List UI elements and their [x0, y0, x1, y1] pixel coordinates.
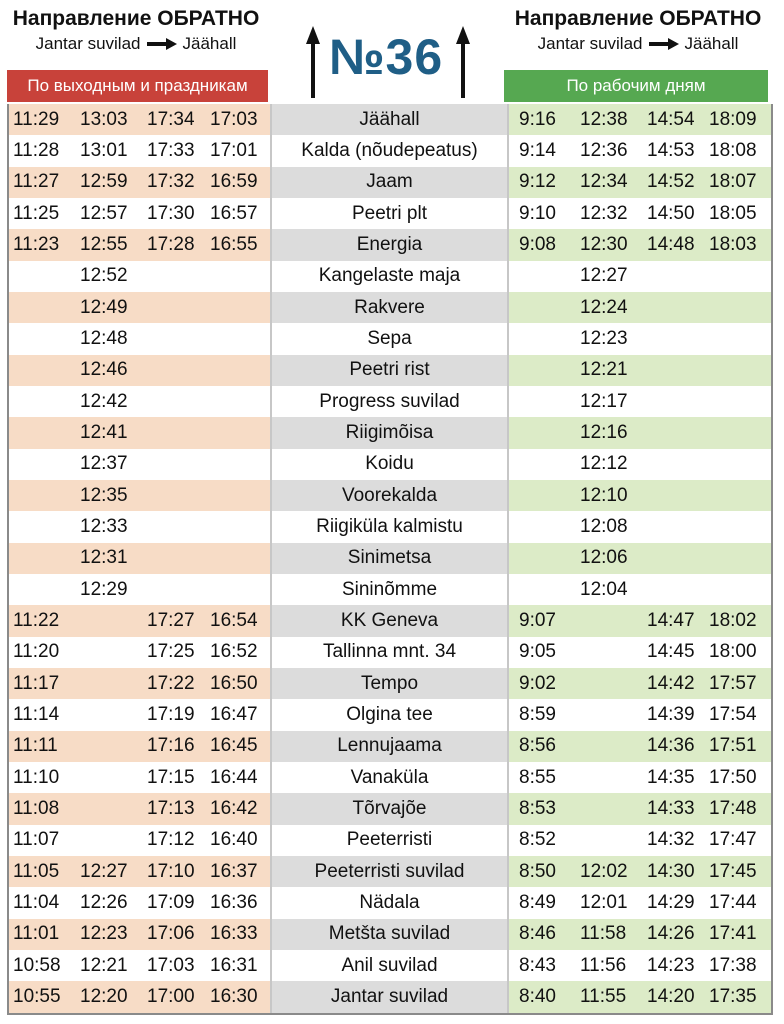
arrow-up-icon — [456, 26, 470, 98]
weekday-time: 9:02 — [519, 672, 556, 694]
weekend-time: 17:03 — [210, 108, 258, 130]
timetable-row — [9, 292, 771, 323]
weekend-time: 16:50 — [210, 672, 258, 694]
weekend-time: 11:23 — [13, 233, 60, 255]
weekend-times — [9, 919, 270, 950]
timetable-row — [9, 825, 771, 856]
timetable-row — [9, 229, 771, 260]
timetable-row — [9, 386, 771, 417]
stop-name: Kangelaste maja — [272, 261, 507, 292]
weekday-time: 14:20 — [647, 985, 695, 1007]
weekend-time: 11:14 — [13, 703, 60, 725]
weekend-time: 16:45 — [210, 735, 258, 757]
weekday-times — [509, 417, 771, 448]
weekday-time: 14:50 — [647, 202, 695, 224]
weekend-time: 12:52 — [80, 265, 128, 287]
stop-name: Vanaküla — [272, 762, 507, 793]
weekend-time: 17:06 — [147, 923, 195, 945]
timetable-row — [9, 449, 771, 480]
weekend-time: 16:30 — [210, 985, 258, 1007]
weekend-time: 17:15 — [147, 766, 195, 788]
direction-route — [4, 32, 268, 56]
weekday-time: 8:49 — [519, 891, 556, 913]
weekday-time: 12:27 — [580, 265, 628, 287]
stop-name: Riigiküla kalmistu — [272, 511, 507, 542]
weekday-times — [509, 167, 771, 198]
weekend-time: 17:22 — [147, 672, 195, 694]
weekend-times — [9, 793, 270, 824]
weekday-time: 14:54 — [647, 108, 695, 130]
stop-name: Sininõmme — [272, 574, 507, 605]
weekend-time: 12:27 — [80, 860, 128, 882]
weekend-time: 11:28 — [13, 139, 60, 161]
weekend-time: 13:03 — [80, 108, 128, 130]
timetable-row — [9, 167, 771, 198]
weekday-time: 12:34 — [580, 171, 628, 193]
weekend-time: 13:01 — [80, 139, 128, 161]
weekday-time: 14:30 — [647, 860, 695, 882]
weekend-time: 17:16 — [147, 735, 195, 757]
weekend-time: 16:55 — [210, 233, 258, 255]
weekday-time: 14:23 — [647, 954, 695, 976]
weekday-time: 12:24 — [580, 296, 628, 318]
direction-to: Jäähall — [182, 34, 237, 53]
stop-name: Lennujaama — [272, 731, 507, 762]
weekday-times — [509, 637, 771, 668]
weekend-time: 12:41 — [80, 421, 128, 443]
direction-from: Jantar suvilad — [35, 34, 141, 53]
weekend-time: 16:37 — [210, 860, 258, 882]
weekend-time: 12:46 — [80, 359, 128, 381]
weekday-time: 14:42 — [647, 672, 695, 694]
weekday-times — [509, 699, 771, 730]
weekday-time: 17:41 — [709, 923, 757, 945]
weekday-times — [509, 762, 771, 793]
weekday-time: 14:45 — [647, 641, 695, 663]
route-number-block — [270, 10, 502, 98]
weekday-time: 9:12 — [519, 171, 556, 193]
weekday-time: 17:54 — [709, 703, 757, 725]
weekday-time: 8:55 — [519, 766, 556, 788]
weekday-time: 11:55 — [580, 985, 627, 1007]
timetable-row — [9, 543, 771, 574]
weekday-time: 8:56 — [519, 735, 556, 757]
direction-route — [502, 32, 774, 56]
weekday-time: 8:52 — [519, 829, 556, 851]
timetable-row — [9, 605, 771, 636]
stop-name: Peetri rist — [272, 355, 507, 386]
weekend-times — [9, 981, 270, 1012]
weekday-time: 9:16 — [519, 108, 556, 130]
weekend-times — [9, 511, 270, 542]
weekend-time: 17:12 — [147, 829, 195, 851]
weekday-times — [509, 919, 771, 950]
stop-name: Jaam — [272, 167, 507, 198]
weekday-time: 18:09 — [709, 108, 757, 130]
weekend-times — [9, 198, 270, 229]
weekday-time: 18:05 — [709, 202, 757, 224]
weekday-times — [509, 261, 771, 292]
direction-to: Jäähall — [684, 34, 739, 53]
stop-name: Peeterristi — [272, 825, 507, 856]
weekend-times — [9, 637, 270, 668]
weekday-time: 17:35 — [709, 985, 757, 1007]
weekday-times — [509, 981, 771, 1012]
timetable-row — [9, 511, 771, 542]
weekend-time: 17:30 — [147, 202, 195, 224]
weekend-time: 12:59 — [80, 171, 128, 193]
weekend-times — [9, 355, 270, 386]
weekday-time: 12:06 — [580, 547, 628, 569]
weekday-times — [509, 292, 771, 323]
weekday-time: 18:07 — [709, 171, 757, 193]
weekend-times — [9, 135, 270, 166]
direction-from: Jantar suvilad — [537, 34, 643, 53]
weekend-time: 12:29 — [80, 578, 128, 600]
weekday-time: 9:14 — [519, 139, 556, 161]
weekday-time: 12:30 — [580, 233, 628, 255]
weekend-time: 12:55 — [80, 233, 128, 255]
weekend-times — [9, 323, 270, 354]
weekday-time: 17:51 — [709, 735, 757, 757]
direction-header-right — [502, 6, 774, 56]
weekend-times — [9, 668, 270, 699]
weekend-time: 11:20 — [13, 641, 60, 663]
weekday-time: 14:47 — [647, 609, 695, 631]
weekend-time: 16:44 — [210, 766, 258, 788]
arrow-right-icon — [147, 38, 177, 50]
direction-title: Направление ОБРАТНО — [12, 7, 260, 30]
weekend-times — [9, 762, 270, 793]
timetable-row — [9, 261, 771, 292]
weekday-times — [509, 511, 771, 542]
weekend-times — [9, 229, 270, 260]
weekend-time: 17:27 — [147, 609, 195, 631]
stop-name: Progress suvilad — [272, 386, 507, 417]
weekend-times — [9, 699, 270, 730]
weekday-banner: По рабочим дням — [504, 70, 768, 102]
weekday-time: 17:45 — [709, 860, 757, 882]
weekday-time: 17:57 — [709, 672, 757, 694]
weekend-time: 12:33 — [80, 515, 128, 537]
timetable-row — [9, 793, 771, 824]
weekend-time: 11:10 — [13, 766, 60, 788]
weekend-times — [9, 104, 270, 135]
weekend-times — [9, 480, 270, 511]
weekend-time: 11:22 — [13, 609, 60, 631]
weekend-time: 12:42 — [80, 390, 128, 412]
stop-name: Peetri plt — [272, 198, 507, 229]
stop-name: Riigimõisa — [272, 417, 507, 448]
weekend-times — [9, 825, 270, 856]
weekday-times — [509, 793, 771, 824]
weekday-time: 18:08 — [709, 139, 757, 161]
weekend-time: 11:08 — [13, 797, 60, 819]
weekend-time: 16:36 — [210, 891, 258, 913]
timetable-row — [9, 731, 771, 762]
timetable-row — [9, 668, 771, 699]
weekday-times — [509, 135, 771, 166]
weekday-time: 9:10 — [519, 202, 556, 224]
weekday-time: 8:46 — [519, 923, 556, 945]
weekday-time: 11:58 — [580, 923, 627, 945]
weekday-times — [509, 355, 771, 386]
stop-name: Jantar suvilad — [272, 981, 507, 1012]
weekday-times — [509, 480, 771, 511]
timetable-row — [9, 198, 771, 229]
weekend-time: 16:54 — [210, 609, 258, 631]
timetable-row — [9, 355, 771, 386]
weekend-time: 16:47 — [210, 703, 258, 725]
route-number: №36 — [328, 29, 444, 85]
direction-title: Направление ОБРАТНО — [514, 7, 762, 30]
weekend-time: 12:20 — [80, 985, 128, 1007]
weekend-time: 17:25 — [147, 641, 195, 663]
weekday-times — [509, 731, 771, 762]
stop-name: Olgina tee — [272, 699, 507, 730]
weekend-time: 11:25 — [13, 202, 60, 224]
weekday-time: 12:10 — [580, 484, 628, 506]
weekday-time: 12:12 — [580, 453, 628, 475]
weekday-time: 8:40 — [519, 985, 556, 1007]
weekend-times — [9, 543, 270, 574]
weekday-times — [509, 198, 771, 229]
weekend-time: 12:26 — [80, 891, 128, 913]
weekday-times — [509, 323, 771, 354]
timetable-row — [9, 135, 771, 166]
weekday-time: 8:43 — [519, 954, 556, 976]
weekday-time: 14:48 — [647, 233, 695, 255]
stop-name: Anil suvilad — [272, 950, 507, 981]
weekend-time: 12:31 — [80, 547, 128, 569]
weekday-time: 8:50 — [519, 860, 556, 882]
weekend-time: 10:55 — [13, 985, 61, 1007]
weekday-time: 14:39 — [647, 703, 695, 725]
timetable-row — [9, 762, 771, 793]
weekend-time: 11:17 — [13, 672, 60, 694]
stop-name: KK Geneva — [272, 605, 507, 636]
weekend-time: 16:57 — [210, 202, 258, 224]
weekend-times — [9, 887, 270, 918]
weekday-time: 12:38 — [580, 108, 628, 130]
weekday-time: 12:23 — [580, 327, 628, 349]
weekday-time: 14:26 — [647, 923, 695, 945]
weekend-times — [9, 417, 270, 448]
weekend-times — [9, 856, 270, 887]
weekday-time: 12:16 — [580, 421, 628, 443]
weekday-times — [509, 574, 771, 605]
weekday-time: 12:01 — [580, 891, 628, 913]
weekday-time: 12:02 — [580, 860, 628, 882]
weekend-time: 12:23 — [80, 923, 128, 945]
timetable-row — [9, 856, 771, 887]
timetable-row — [9, 919, 771, 950]
weekend-time: 16:40 — [210, 829, 258, 851]
weekday-time: 14:32 — [647, 829, 695, 851]
weekend-times — [9, 605, 270, 636]
weekday-time: 17:50 — [709, 766, 757, 788]
timetable-row — [9, 323, 771, 354]
weekday-time: 17:48 — [709, 797, 757, 819]
timetable-row — [9, 950, 771, 981]
weekday-time: 17:44 — [709, 891, 757, 913]
timetable-row — [9, 417, 771, 448]
stop-name: Voorekalda — [272, 480, 507, 511]
stop-name: Kalda (nõudepeatus) — [272, 135, 507, 166]
stop-name: Peeterristi suvilad — [272, 856, 507, 887]
weekday-time: 14:29 — [647, 891, 695, 913]
weekend-time: 17:34 — [147, 108, 195, 130]
weekday-time: 14:53 — [647, 139, 695, 161]
weekend-times — [9, 167, 270, 198]
weekend-banner: По выходным и праздникам — [7, 70, 268, 102]
stop-name: Nädala — [272, 887, 507, 918]
weekend-times — [9, 386, 270, 417]
direction-header-left — [4, 6, 268, 56]
weekday-times — [509, 950, 771, 981]
weekend-time: 12:48 — [80, 327, 128, 349]
weekday-time: 12:21 — [580, 359, 628, 381]
weekend-times — [9, 449, 270, 480]
arrow-right-icon — [649, 38, 679, 50]
weekday-time: 18:03 — [709, 233, 757, 255]
weekend-time: 17:19 — [147, 703, 195, 725]
weekday-time: 14:36 — [647, 735, 695, 757]
weekday-times — [509, 887, 771, 918]
stop-name: Tallinna mnt. 34 — [272, 637, 507, 668]
weekday-times — [509, 605, 771, 636]
stop-name: Sepa — [272, 323, 507, 354]
weekend-time: 16:42 — [210, 797, 258, 819]
weekday-time: 11:56 — [580, 954, 627, 976]
stop-name: Rakvere — [272, 292, 507, 323]
timetable-row — [9, 574, 771, 605]
timetable — [7, 104, 773, 1015]
weekend-times — [9, 292, 270, 323]
weekend-time: 17:03 — [147, 954, 195, 976]
timetable-row — [9, 637, 771, 668]
weekday-time: 12:36 — [580, 139, 628, 161]
weekday-time: 9:08 — [519, 233, 556, 255]
weekday-times — [509, 449, 771, 480]
weekend-times — [9, 731, 270, 762]
weekend-time: 11:07 — [13, 829, 60, 851]
weekday-times — [509, 543, 771, 574]
timetable-row — [9, 480, 771, 511]
weekend-time: 16:31 — [210, 954, 258, 976]
weekday-time: 17:47 — [709, 829, 757, 851]
weekend-time: 11:05 — [13, 860, 60, 882]
weekend-time: 17:13 — [147, 797, 195, 819]
weekend-time: 12:57 — [80, 202, 128, 224]
timetable-row — [9, 699, 771, 730]
weekday-time: 9:07 — [519, 609, 556, 631]
stop-name: Sinimetsa — [272, 543, 507, 574]
weekday-time: 17:38 — [709, 954, 757, 976]
weekend-times — [9, 261, 270, 292]
weekend-time: 11:01 — [13, 923, 60, 945]
stop-name: Tõrvajõe — [272, 793, 507, 824]
weekday-time: 14:33 — [647, 797, 695, 819]
stop-name: Metšta suvilad — [272, 919, 507, 950]
weekend-time: 16:52 — [210, 641, 258, 663]
weekday-time: 8:53 — [519, 797, 556, 819]
weekend-time: 12:37 — [80, 453, 128, 475]
weekday-time: 12:17 — [580, 390, 628, 412]
weekday-times — [509, 668, 771, 699]
weekend-times — [9, 574, 270, 605]
weekday-time: 8:59 — [519, 703, 556, 725]
weekend-time: 17:01 — [210, 139, 258, 161]
weekday-times — [509, 825, 771, 856]
weekend-time: 16:59 — [210, 171, 258, 193]
weekend-time: 11:11 — [13, 735, 58, 757]
stop-name: Tempo — [272, 668, 507, 699]
weekend-time: 17:10 — [147, 860, 195, 882]
weekend-time: 17:09 — [147, 891, 195, 913]
stop-name: Koidu — [272, 449, 507, 480]
weekday-time: 14:35 — [647, 766, 695, 788]
weekend-time: 11:27 — [13, 171, 60, 193]
weekend-time: 17:00 — [147, 985, 195, 1007]
timetable-row — [9, 887, 771, 918]
weekend-time: 12:21 — [80, 954, 128, 976]
weekday-time: 12:32 — [580, 202, 628, 224]
weekend-time: 12:49 — [80, 296, 128, 318]
timetable-row — [9, 981, 771, 1012]
weekend-time: 17:28 — [147, 233, 195, 255]
weekend-time: 17:32 — [147, 171, 195, 193]
weekday-times — [509, 856, 771, 887]
stop-name: Energia — [272, 229, 507, 260]
weekday-time: 9:05 — [519, 641, 556, 663]
weekend-time: 11:04 — [13, 891, 60, 913]
weekday-time: 12:04 — [580, 578, 628, 600]
weekday-times — [509, 229, 771, 260]
weekend-times — [9, 950, 270, 981]
weekday-time: 18:02 — [709, 609, 757, 631]
weekday-time: 14:52 — [647, 171, 695, 193]
weekend-time: 11:29 — [13, 108, 60, 130]
weekend-time: 12:35 — [80, 484, 128, 506]
timetable-row — [9, 104, 771, 135]
weekday-times — [509, 386, 771, 417]
weekend-time: 10:58 — [13, 954, 61, 976]
weekday-time: 18:00 — [709, 641, 757, 663]
stop-name: Jäähall — [272, 104, 507, 135]
weekday-times — [509, 104, 771, 135]
weekend-time: 17:33 — [147, 139, 195, 161]
weekend-time: 16:33 — [210, 923, 258, 945]
weekday-time: 12:08 — [580, 515, 628, 537]
